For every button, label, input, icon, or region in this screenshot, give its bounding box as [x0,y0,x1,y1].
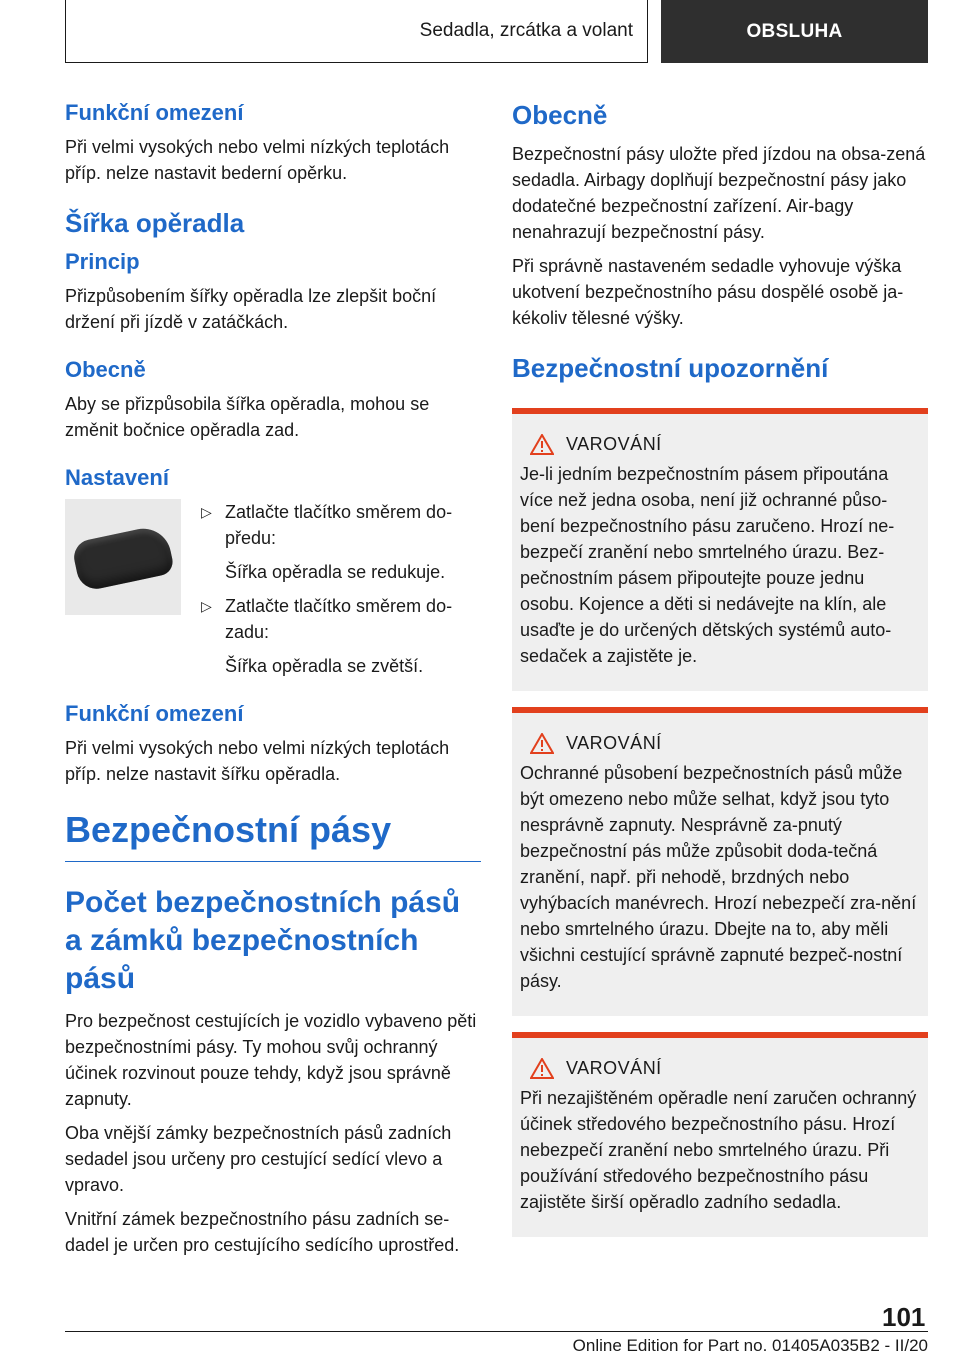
text-general: Aby se přizpůsobila šířka opěradla, mohou se změnit bočnice opěradla zad. [65,394,430,440]
text-principle: Přizpůsobením šířky opěradla lze zlepšit boční držení při jízdě v zatáčkách. [65,286,437,332]
footer-rule [65,1331,928,1332]
step-text: Zatlačte tlačítko směrem do-předu: [225,502,453,548]
right-column [512,100,928,1253]
heading-settings: Nastavení [65,465,169,490]
heading-general-belts: Obecně [512,100,608,130]
text-functional-limit-2: Při velmi vysokých nebo velmi nízkých teplotách příp. nelze nastavit šířku opěradla. [65,738,450,784]
left-column [65,100,481,1266]
step-item [201,499,481,559]
heading-seat-belts: Bezpečnostní pásy [65,809,392,850]
warning-text: Ochranné působení bezpečnostních pásů může být omezeno nebo může selhat, když jsou tyto nesprávně zapnuty. Nesprávně za-pnutý bezpečnostní pás může způsobit doda-tečná zranění, např. při nehodě, brzdných nebo vyhýbacích manévrech. Hrozí nebezpečí zra-nění nebo smrtelného úrazu. Dbejte na to, aby měli všichni cestující správně zapnuté bezpeč-nostní pásy. [520,763,917,991]
step-result: Šířka opěradla se zvětší. [225,656,424,676]
warning-title: VAROVÁNÍ [566,733,662,753]
warning-title-row [530,733,920,754]
button-knob-shape [71,524,175,593]
warning-title-row [530,1058,920,1079]
text-belt-count-1: Pro bezpečnost cestujících je vozidlo vybaveno pěti bezpečnostními pásy. Ty mohou svůj ochranný účinek rozvinout pouze tehdy, když jsou správně zapnuty. [65,1011,477,1109]
warning-box [512,707,928,1016]
step-item [201,593,481,653]
heading-rule [65,861,481,862]
text-belt-count-2: Oba vnější zámky bezpečnostních pásů zadních sedadel jsou určeny pro cestující sedící vlevo a vpravo. [65,1123,452,1195]
heading-principle: Princip [65,249,140,274]
step-result: Šířka opěradla se redukuje. [225,562,446,582]
page-header [65,0,928,64]
warning-title-row [530,434,920,455]
warning-box [512,1032,928,1237]
heading-functional-limit-1: Funkční omezení [65,100,244,125]
heading-belt-count: Počet bezpečnostních pásů a zámků bezpečnostních pásů [65,886,461,995]
text-general-belts-2: Při správně nastaveném sedadle vyhovuje výška ukotvení bezpečnostního pásu dospělé osobě ja-kékoliv tělesné výšky. [512,256,904,328]
warning-triangle-icon [530,434,554,455]
heading-general: Obecně [65,357,146,382]
page-number: 101 [882,1302,926,1332]
settings-block [65,499,481,687]
warning-triangle-icon [530,1058,554,1079]
step-text: Zatlačte tlačítko směrem do-zadu: [225,596,453,642]
edition-note: Online Edition for Part no. 01405A035B2 - II/20 [572,1336,928,1355]
triangle-right-icon: ▷ [201,598,212,614]
settings-steps [201,499,481,687]
warning-title: VAROVÁNÍ [566,1058,662,1078]
text-belt-count-3: Vnitřní zámek bezpečnostního pásu zadních se-dadel je určen pro cestujícího sedícího uprostřed. [65,1209,460,1255]
text-functional-limit-1: Při velmi vysokých nebo velmi nízkých teplotách příp. nelze nastavit bederní opěrku. [65,137,450,183]
warning-box [512,408,928,691]
warning-title: VAROVÁNÍ [566,434,662,454]
section-title: Sedadla, zrcátka a volant [65,0,648,63]
heading-safety-notes: Bezpečnostní upozornění [512,353,829,383]
text-general-belts-1: Bezpečnostní pásy uložte před jízdou na obsa-zená sedadla. Airbagy doplňují bezpečnostní pásy jako dodatečné bezpečnostní zařízení. Air-bagy nenahrazují bezpečnostní pásy. [512,144,926,242]
backrest-width-button-image [65,499,181,615]
heading-backrest-width: Šířka opěradla [65,208,245,238]
chapter-tab: OBSLUHA [661,0,928,63]
triangle-right-icon: ▷ [201,504,212,520]
warning-text: Při nezajištěném opěradle není zaručen ochranný účinek středového bezpečnostního pásu. Hrozí nebezpečí zranění nebo smrtelného úrazu. Při používání středového bezpečnostního pásu zajistěte širší opěradlo zadního sedadla. [520,1088,917,1212]
heading-functional-limit-2: Funkční omezení [65,701,244,726]
warning-text: Je-li jedním bezpečnostním pásem připoutána více než jedna osoba, není již ochranné půso-bení bezpečnostního pásu zaručeno. Hrozí ne-bezpečí zranění nebo smrtelného úrazu. Bez-pečnostním pásem připoutejte pouze jednu osobu. Kojence a děti si nedávejte na klín, ale usaďte je do určených dětských systémů auto-sedaček a zajistěte je. [520,464,895,666]
warning-triangle-icon [530,733,554,754]
